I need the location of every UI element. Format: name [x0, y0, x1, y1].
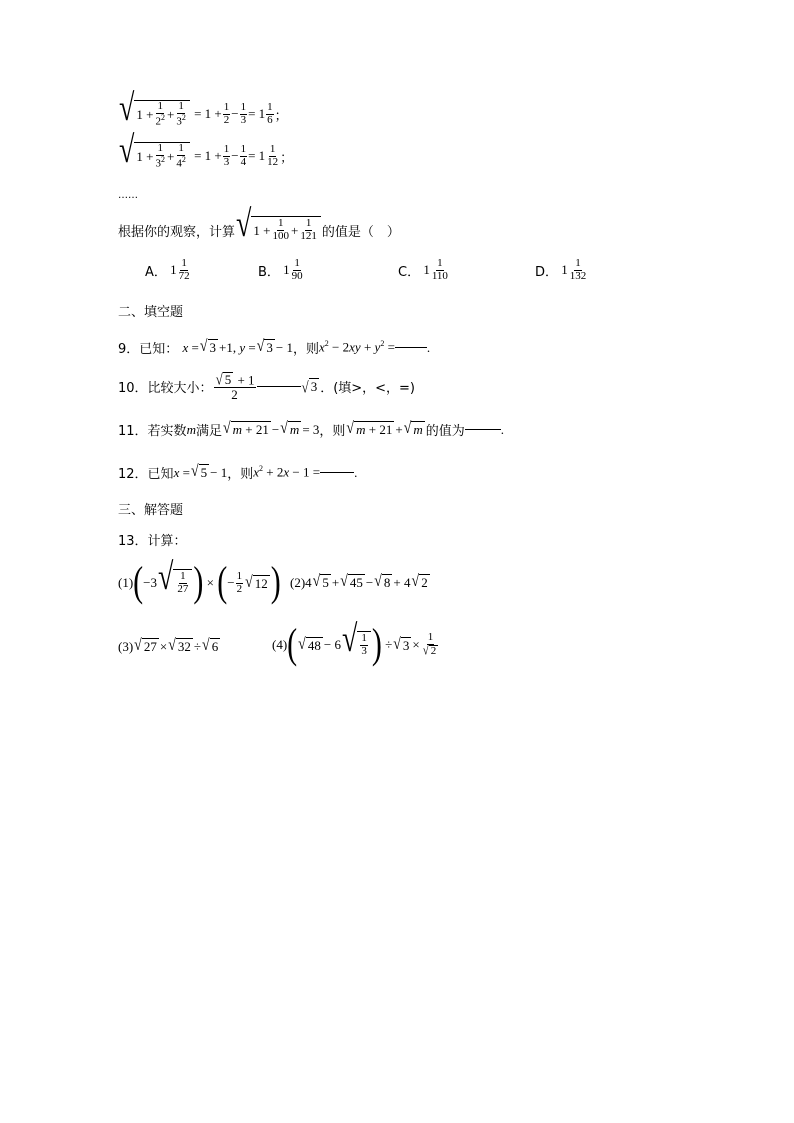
part-label: (2) [290, 574, 306, 590]
part-label: (1) [118, 575, 134, 590]
q11-text: 满足 [195, 424, 222, 439]
q13-part-4: (4) ( √ 48 − 6 √ $\frac{1}{3}$ ) ÷ √ 3 × 1 √ 2 [272, 618, 437, 668]
option-whole: 1 [423, 262, 430, 278]
option-label: A． [145, 264, 167, 280]
q9-text: 已知： [139, 342, 179, 357]
option-c[interactable] [398, 258, 450, 282]
semicolon: ； [274, 108, 288, 124]
part-label: (3) [118, 638, 134, 654]
pattern-line-1: √ 1 + $\frac{1}{2^2}$ + $\frac{1}{3^2}$ = 1 + $\frac{1}{2}$ − $\frac{1}{3}$ = 1 $\frac{1}{6}$ ； [119, 87, 288, 130]
q13-part-2: (2) 4 √ 5 + √ 45 − √ 8 + 4 √ 2 [290, 573, 428, 591]
section-title-fill-blank: 二、填空题 [118, 305, 184, 320]
option-b[interactable] [258, 258, 305, 282]
option-den: 72 [178, 269, 190, 282]
q13-part-3: (3) √ 27 × √ 32 ÷ √ 6 [118, 637, 219, 655]
q12-text: 已知 [147, 467, 174, 482]
q8-text-after: 的值是（ ） [321, 224, 400, 240]
q12: 12． 已知 x = √ 5 − 1 ，则 $x^2 + 2x - 1$ = . [118, 463, 358, 482]
q11: 11． 若实数 m 满足 √ m + 21 − √ m = 3 ，则 √ m + 21 + √ m 的值为 . [118, 420, 505, 439]
answer-blank[interactable] [320, 472, 354, 473]
option-label: B． [258, 264, 280, 280]
q13-number: 13． [118, 534, 148, 549]
option-num: 1 [437, 257, 443, 269]
q13-part-1: (1) ( −3 √ $\frac{1}{27}$ ) × ( − $\frac{1}{2}$ √ 12 ) [118, 556, 281, 606]
option-num: 1 [181, 257, 187, 269]
q13 [118, 530, 187, 549]
q9-then: ，则 [293, 342, 320, 357]
answer-blank[interactable] [257, 386, 301, 387]
pattern-line-2: √ 1 + $\frac{1}{3^2}$ + $\frac{1}{4^2}$ = 1 + $\frac{1}{3}$ − $\frac{1}{4}$ = 1 $\frac{1}{12}$ ； [119, 129, 294, 172]
q9: 9． 已知： x = √ 3 +1, y = √ 3 − 1 ，则 $x^2 - 2xy + y^2$ = . [118, 338, 431, 357]
answer-blank[interactable] [465, 429, 501, 430]
option-den: 132 [569, 269, 587, 282]
q12-number: 12． [118, 467, 148, 482]
q9-number: 9． [118, 342, 140, 357]
q10-tail: ．(填>，<，=) [320, 381, 416, 397]
period: . [500, 421, 505, 437]
option-num: 1 [575, 257, 581, 269]
q13-text: 计算： [147, 534, 187, 549]
semicolon: ； [280, 150, 294, 166]
q11-text: 若实数 [147, 424, 187, 439]
ellipsis: …… [118, 190, 138, 201]
option-num: 1 [294, 257, 300, 269]
option-whole: 1 [283, 262, 290, 278]
q11-text: 的值为 [425, 424, 465, 439]
q10-number: 10． [118, 381, 148, 397]
part-label: (4) [272, 637, 288, 652]
section-title-solve: 三、解答题 [118, 503, 184, 518]
q8-text-before: 根据你的观察，计算 [118, 224, 236, 240]
option-d[interactable] [535, 258, 588, 282]
option-whole: 1 [561, 262, 568, 278]
q8-prompt: 根据你的观察，计算 √ 1 + $\frac{1}{100}$ + $\frac{1}{121}$ 的值是（ ） [118, 203, 400, 246]
q11-text: ，则 [319, 424, 346, 439]
q12-then: ，则 [227, 467, 254, 482]
option-a[interactable] [145, 258, 192, 282]
q10: 10． 比较大小： √ 5 + 1 2 √ 3 ．(填>，<，=) [118, 369, 416, 403]
option-den: 110 [431, 269, 448, 282]
option-den: 90 [291, 269, 303, 282]
answer-blank[interactable] [395, 347, 427, 348]
period: . [354, 464, 358, 480]
option-label: C． [398, 264, 421, 280]
q10-text: 比较大小： [147, 381, 213, 397]
option-label: D． [535, 264, 559, 280]
option-whole: 1 [170, 262, 177, 278]
q11-number: 11． [118, 424, 148, 439]
